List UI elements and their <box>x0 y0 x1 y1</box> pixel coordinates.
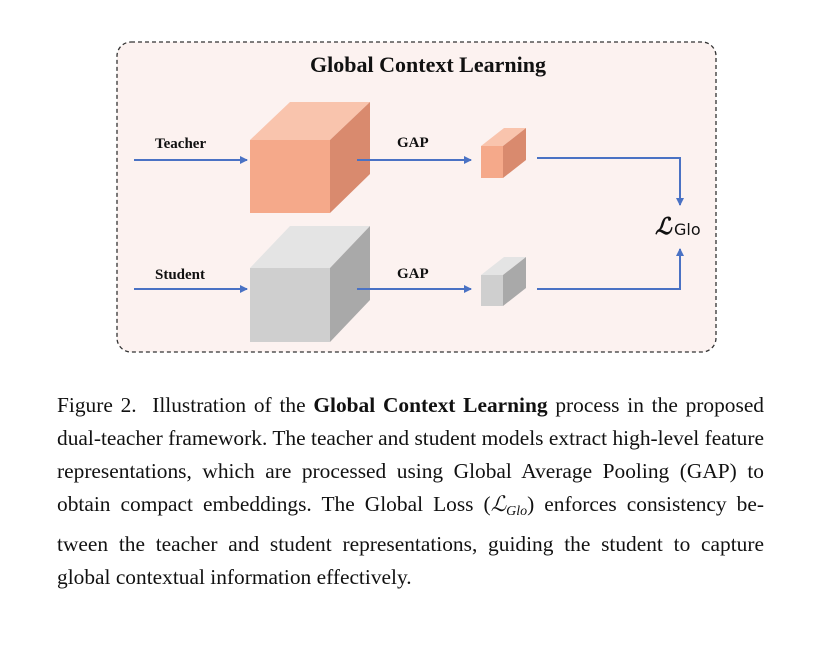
teacher-embed-front <box>481 146 503 178</box>
student-label: Student <box>155 267 206 283</box>
caption-text-2: process in the proposed dual-teacher framework. The teacher and student models extract high-level feature representations, which are processed using Global Average Pooling (GAP) to obtain compact embeddings. The Global Loss ( <box>57 393 765 516</box>
diagram-title: Global Context Learning <box>310 52 546 77</box>
figure-caption <box>57 389 764 594</box>
student-cube-front <box>250 268 330 342</box>
svg-text:ℒ: ℒ <box>655 214 672 239</box>
gap-label-student: GAP <box>397 266 429 282</box>
diagram-panel <box>117 42 716 352</box>
svg-text:Glo: Glo <box>674 220 701 239</box>
caption-text-1: Illustration of the <box>152 393 306 417</box>
teacher-label: Teacher <box>155 136 207 152</box>
caption-label: Figure 2. <box>57 393 137 417</box>
caption-text-3: ) enforces consistency between the teacher and student representations, guiding the student to capture global contextual information effectively. <box>57 492 764 589</box>
caption-loss-subscript: Glo <box>506 504 528 519</box>
teacher-cube-front <box>250 140 330 213</box>
caption-loss-symbol: ℒ <box>490 492 507 516</box>
student-embed-front <box>481 275 503 306</box>
caption-bold-term: Global Context Learning <box>313 393 548 417</box>
gap-label-teacher: GAP <box>397 135 429 151</box>
